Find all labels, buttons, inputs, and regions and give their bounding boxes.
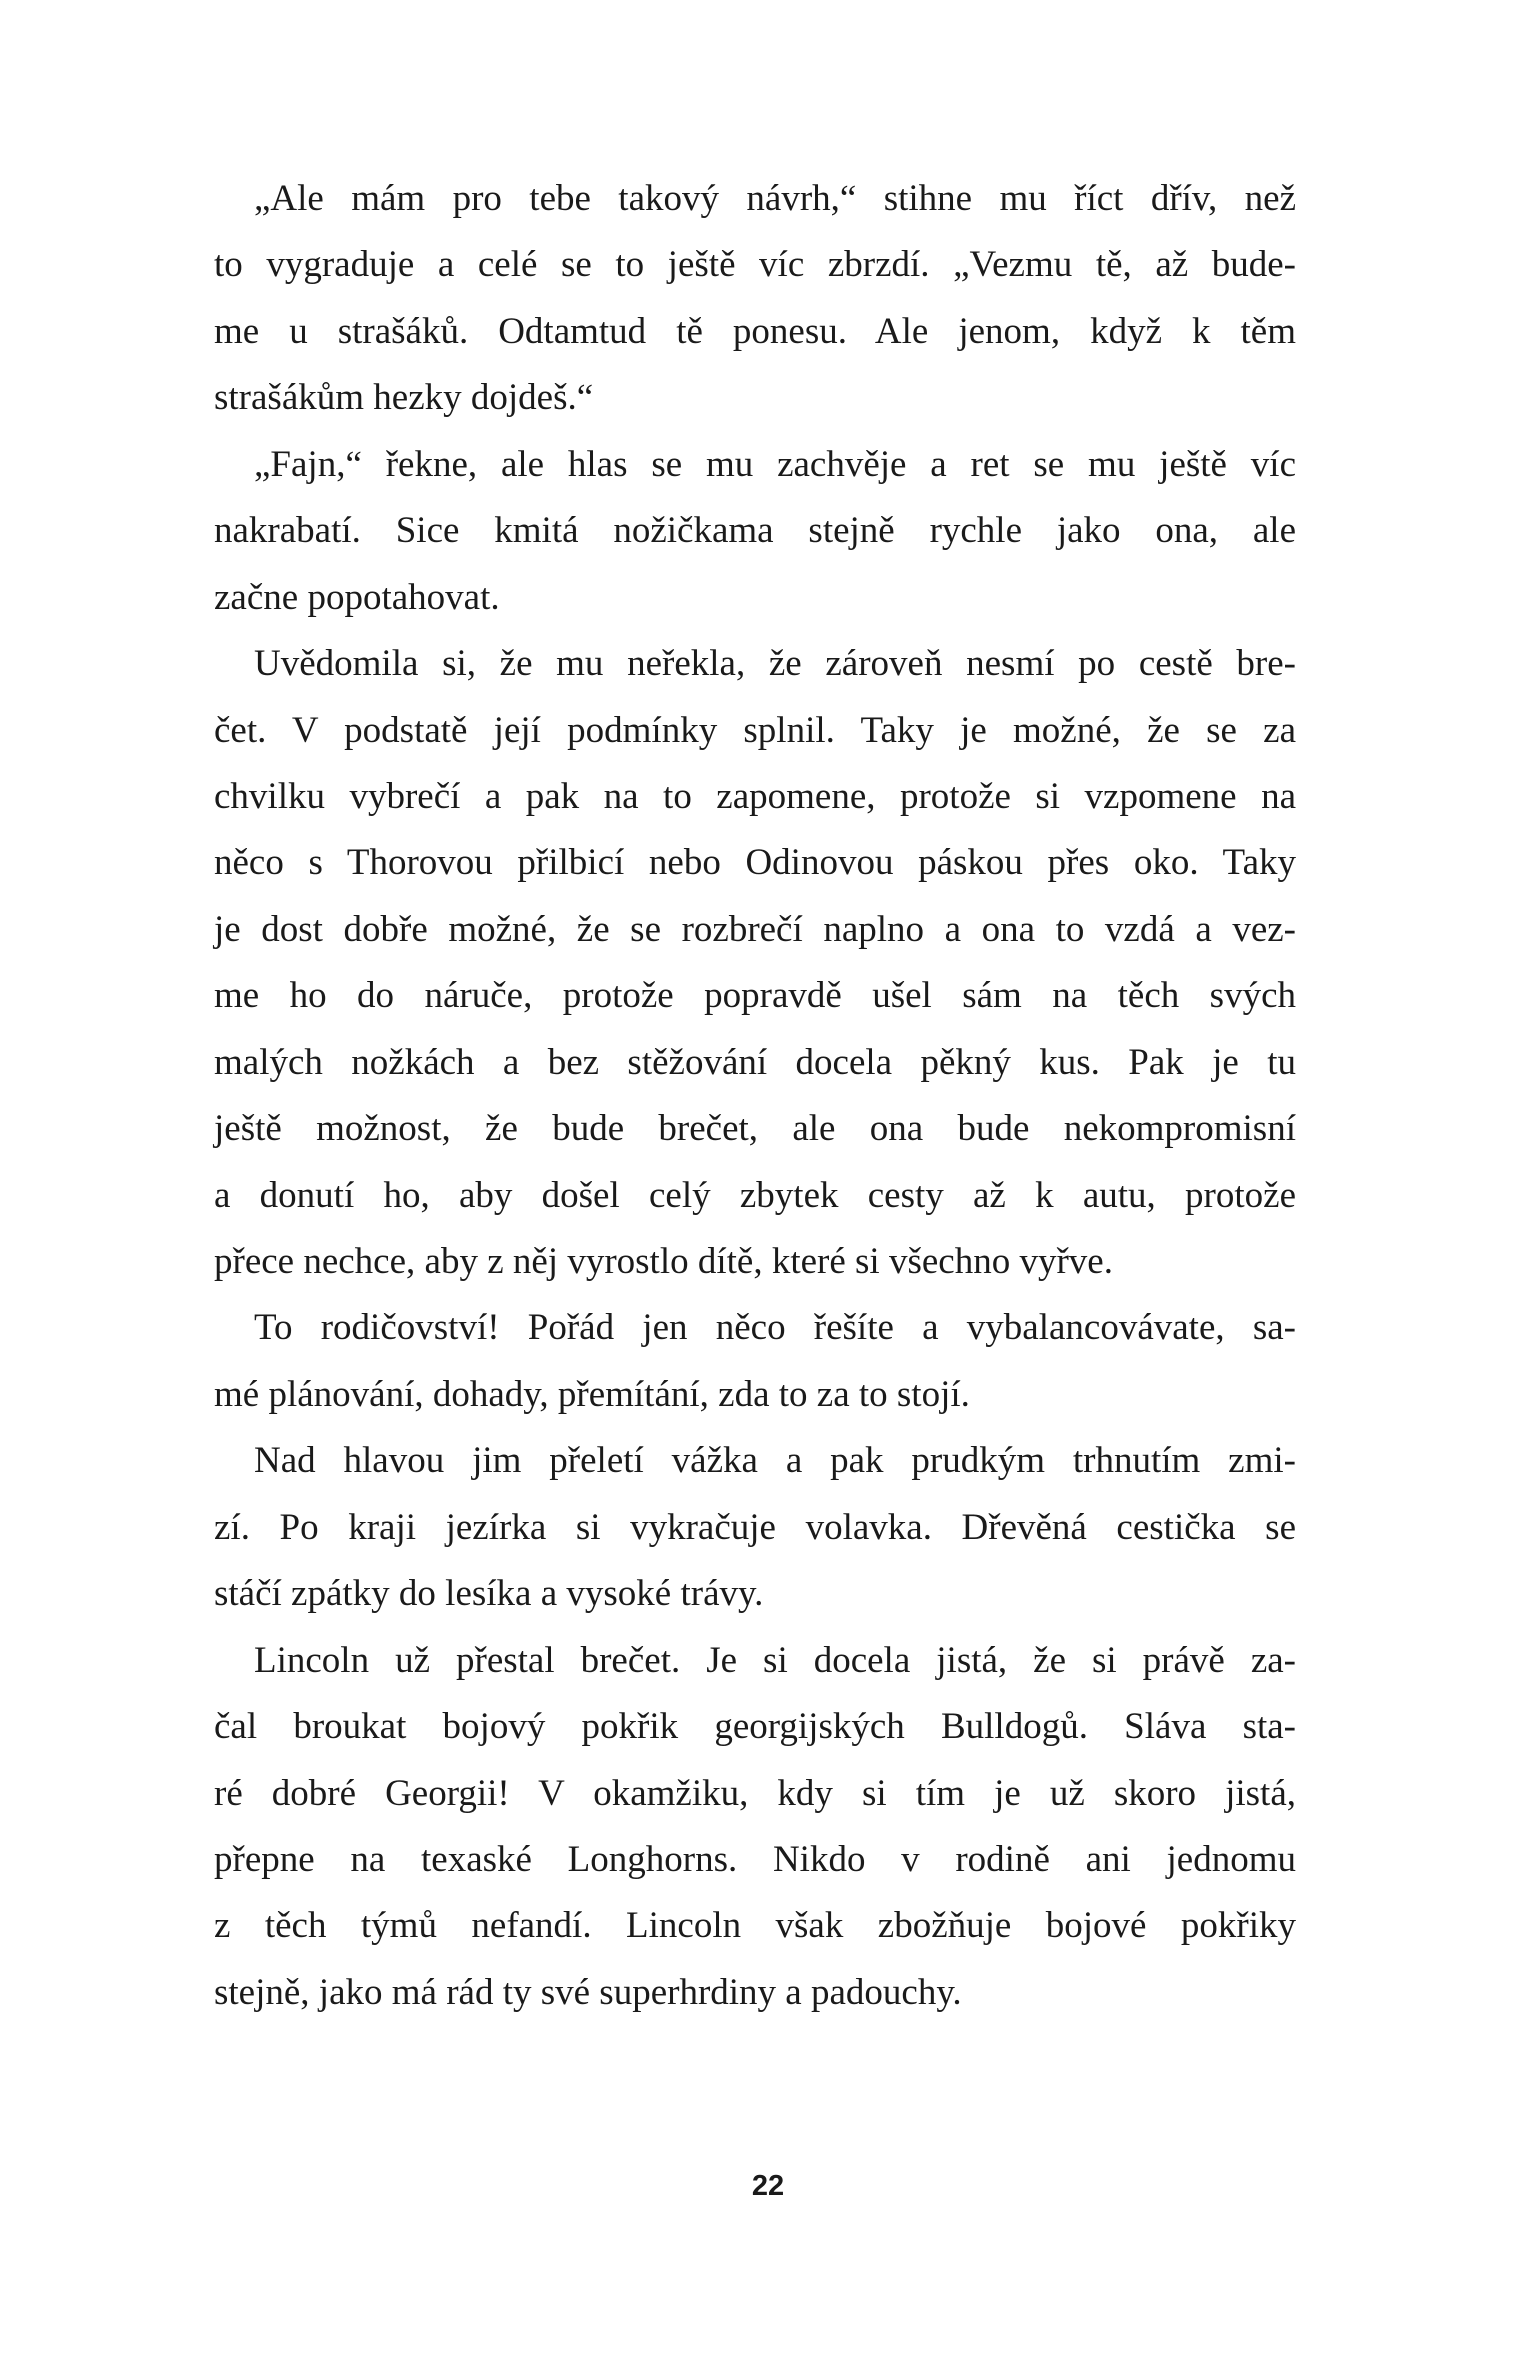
body-text	[214, 166, 1296, 2026]
text-line: nakrabatí. Sice kmitá nožičkama stejně rychle jako ona, ale	[214, 510, 1296, 552]
text-line: Lincoln už přestal brečet. Je si docela jistá, že si právě za-	[254, 1639, 1296, 1681]
text-line: me ho do náruče, protože popravdě ušel sám na těch svých	[214, 975, 1296, 1017]
paragraph	[214, 432, 1296, 631]
text-line: „Ale mám pro tebe takový návrh,“ stihne mu říct dřív, než	[254, 178, 1296, 219]
text-line: ré dobré Georgii! V okamžiku, kdy si tím je už skoro jistá,	[214, 1772, 1296, 1814]
paragraph	[214, 1295, 1296, 1428]
text-line: z těch týmů nefandí. Lincoln však zbožňuje bojové pokřiky	[214, 1905, 1296, 1947]
text-line: strašákům hezky dojdeš.“	[214, 377, 594, 419]
text-line: stejně, jako má rád ty své superhrdiny a padouchy.	[214, 1971, 962, 2013]
paragraph	[214, 1628, 1296, 2027]
text-line: Uvědomila si, že mu neřekla, že zároveň nesmí po cestě bre-	[254, 643, 1296, 685]
text-line: Nad hlavou jim přeletí vážka a pak prudkým trhnutím zmi-	[254, 1440, 1296, 1482]
text-line: zí. Po kraji jezírka si vykračuje volavka. Dřevěná cestička se	[214, 1506, 1296, 1548]
paragraph	[214, 631, 1296, 1295]
text-line: stáčí zpátky do lesíka a vysoké trávy.	[214, 1573, 764, 1615]
paragraph	[214, 166, 1296, 432]
text-line: mé plánování, dohady, přemítání, zda to za to stojí.	[214, 1373, 970, 1415]
text-line: chvilku vybrečí a pak na to zapomene, protože si vzpomene na	[214, 775, 1296, 817]
text-line: a donutí ho, aby došel celý zbytek cesty až k autu, protože	[214, 1174, 1296, 1216]
text-line: ještě možnost, že bude brečet, ale ona bude nekompromisní	[214, 1108, 1296, 1150]
text-line: to vygraduje a celé se to ještě víc zbrzdí. „Vezmu tě, až bude-	[214, 244, 1296, 286]
text-line: čal broukat bojový pokřik georgijských Bulldogů. Sláva sta-	[214, 1706, 1296, 1748]
text-line: začne popotahovat.	[214, 576, 500, 618]
text-line: přepne na texaské Longhorns. Nikdo v rodině ani jednomu	[214, 1838, 1296, 1880]
text-line: je dost dobře možné, že se rozbrečí naplno a ona to vzdá a vez-	[214, 908, 1296, 950]
text-line: To rodičovství! Pořád jen něco řešíte a vybalancovávate, sa-	[254, 1307, 1296, 1349]
page-number: 22	[751, 2170, 785, 2202]
text-line: přece nechce, aby z něj vyrostlo dítě, které si všechno vyřve.	[214, 1241, 1113, 1282]
paragraph	[214, 1428, 1296, 1627]
text-line: me u strašáků. Odtamtud tě ponesu. Ale jenom, když k těm	[214, 310, 1296, 352]
text-line: „Fajn,“ řekne, ale hlas se mu zachvěje a ret se mu ještě víc	[254, 443, 1296, 485]
text-line: malých nožkách a bez stěžování docela pěkný kus. Pak je tu	[214, 1041, 1296, 1083]
text-line: čet. V podstatě její podmínky splnil. Taky je možné, že se za	[214, 709, 1296, 751]
text-line: něco s Thorovou přilbicí nebo Odinovou páskou přes oko. Taky	[214, 842, 1296, 884]
